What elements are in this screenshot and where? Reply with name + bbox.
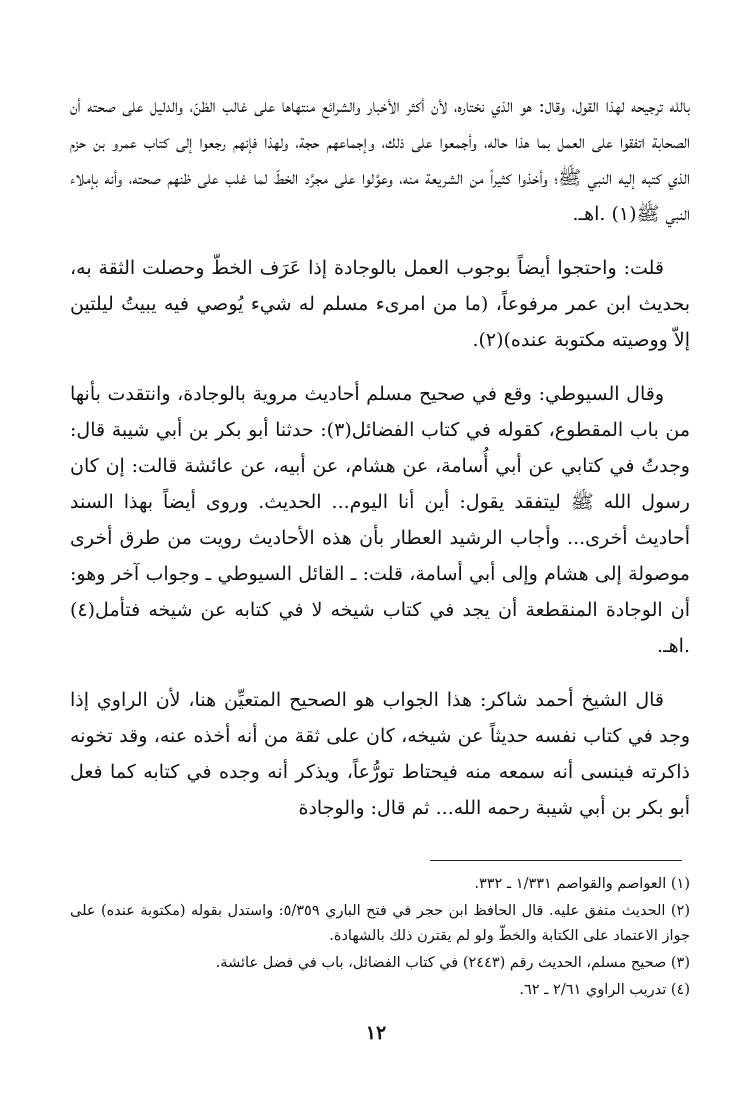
footnote-2: (٢) الحديث متفق عليه. قال الحافظ ابن حجر في فتح الباري ٥/٣٥٩: واستدل بقوله (مكتوبة عنده) على جواز الاعتماد على الكتابة والخطّ ولو لم يقترن ذلك بالشهادة. (70, 903, 690, 944)
paragraph-3: وقال السيوطي: وقع في صحيح مسلم أحاديث مروية بالوجادة، وانتقدت بأنها من باب المقطوع، كقوله في كتاب الفضائل(٣): حدثنا أبو بكر بن أبي شيبة قال: وجدتُ في كتابي عن أبي أُسامة، عن هشام، عن أبيه، عن عائشة قالت: إن كان رسول الله ﷺ ليتفقد يقول: أين أنا اليوم... الحديث. وروى أيضاً بهذا السند أحاديث أخرى... وأجاب الرشيد العطار بأن هذه الأحاديث رويت من طرق أخرى موصولة إلى هشام وإلى أبي أسامة، قلت: ـ القائل السيوطي ـ وجواب آخر وهو: أن الوجادة المنقطعة أن يجد في كتاب شيخه لا في كتابه عن شيخه فتأمل(٤) .اهـ. (70, 383, 690, 657)
paragraph-2: قلت: واحتجوا أيضاً بوجوب العمل بالوجادة إذا عَرَف الخطّ وحصلت الثقة به، بحديث ابن عمر مرفوعاً، (ما من امرىء مسلم له شيء يُوصي فيه يبيتُ ليلتين إلاّ ووصيته مكتوبة عنده)(٢). (70, 257, 690, 351)
footnote-4: (٤) تدريب الراوي ٢/٦١ ـ ٦٢. (519, 982, 690, 998)
footnote-1: (١) العواصم والقواصم ١/٣٣١ ـ ٣٣٢. (474, 876, 690, 892)
paragraph-1: بالله ترجيحه لهذا القول، وقال: هو الذي نختاره، لأن أكثر الأخبار والشرائع منتهاها على غالب الظنّ، والدليل على صحته أن الصحابة اتفقوا على العمل بما هذا حاله، وأجمعوا على ذلك، وإجماعهم حجة، ولهذا فإنهم رجعوا إلى كتاب عمرو بن حزم الذي كتبه إليه النبي ﷺ؛ وأخذوا كثيراً من الشريعة منه، وعوَّلوا على مجرَّد الخطّ لما غلب على ظنهم صحته، وأنه بإملاء النبي ﷺ(١) .اهـ. (70, 95, 691, 225)
footnotes (70, 872, 690, 1005)
page-number: ١٢ (365, 1022, 387, 1044)
footnote-divider (430, 860, 682, 861)
footnote-3: (٣) صحيح مسلم، الحديث رقم (٢٤٤٣) في كتاب الفضائل، باب في فضل عائشة. (215, 955, 690, 971)
main-text (70, 88, 690, 844)
paragraph-4: قال الشيخ أحمد شاكر: هذا الجواب هو الصحيح المتعيِّن هنا، لأن الراوي إذا وجد في كتاب نفسه حديثاً عن شيخه، كان على ثقة من أنه أخذه عنه، وقد تخونه ذاكرته فينسى أنه سمعه منه فيحتاط تورُّعاً، ويذكر أنه وجده في كتابه كما فعل أبو بكر بن أبي شيبة رحمه الله... ثم قال: والوجادة (70, 689, 690, 819)
